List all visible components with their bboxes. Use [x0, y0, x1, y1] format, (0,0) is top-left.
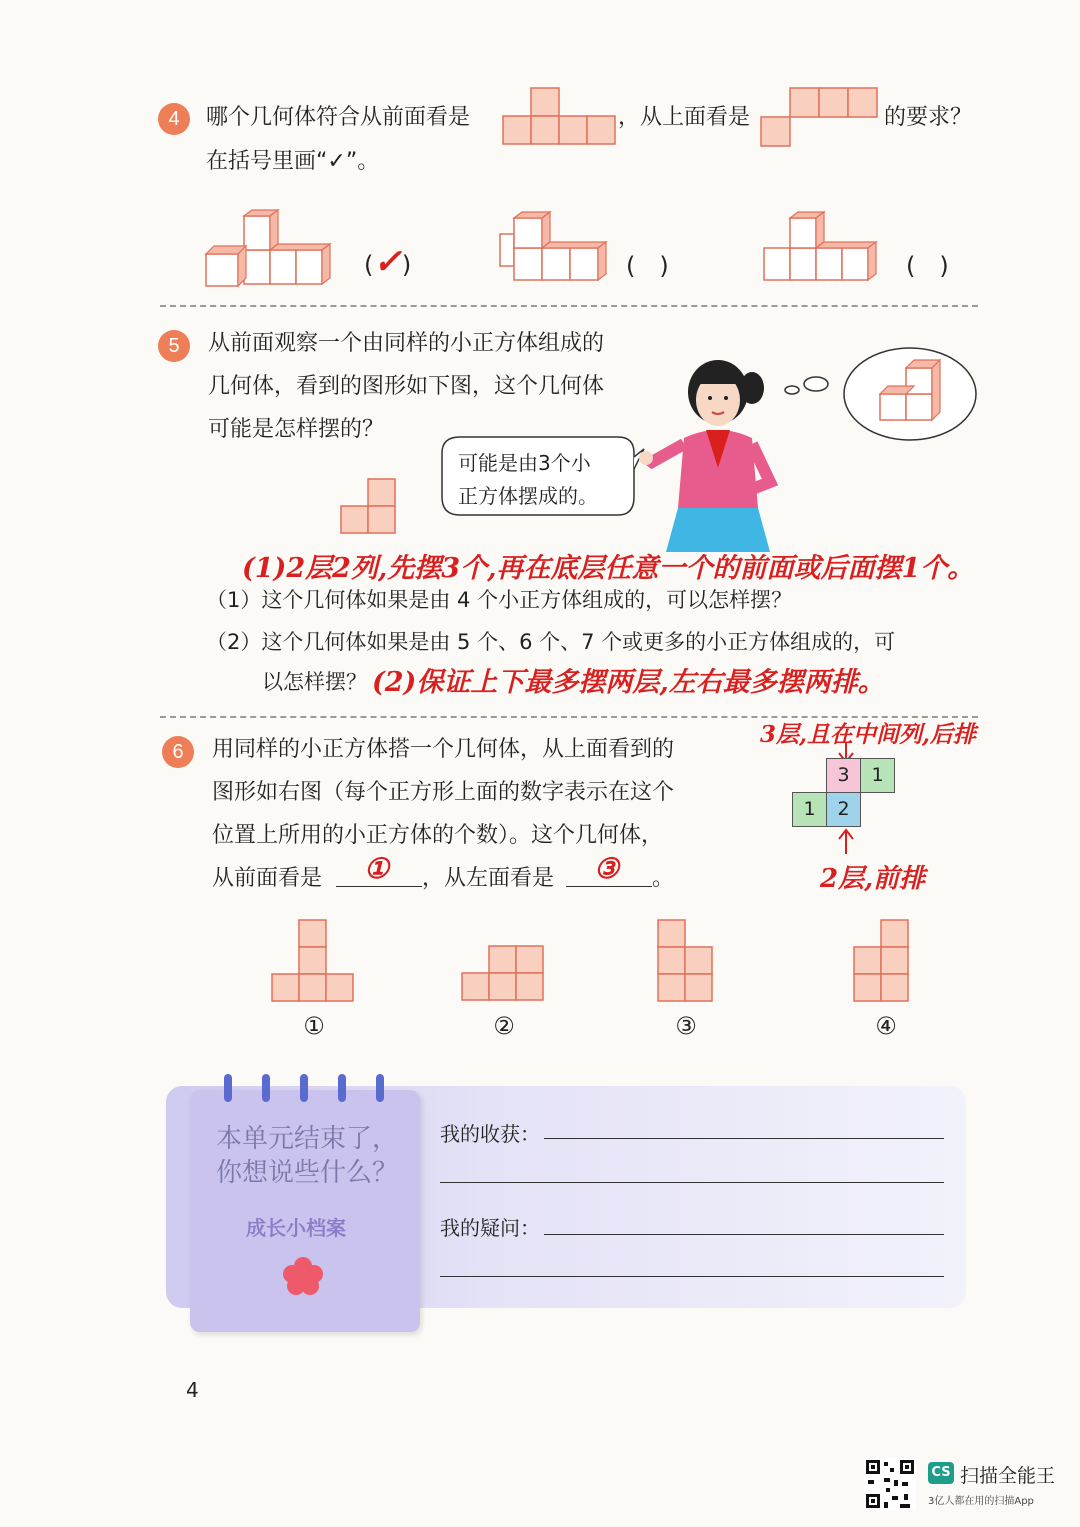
choice-3-paren[interactable]: ( ) — [906, 252, 949, 280]
question-5-line1: 从前面观察一个由同样的小正方体组成的 — [208, 331, 605, 356]
question-5-number: 5 — [158, 330, 190, 362]
notebook-rings — [218, 1072, 398, 1104]
flower-icon — [282, 1256, 324, 1296]
question-4-text-a: 哪个几何体符合从前面看是 — [206, 105, 471, 130]
brand-name: 扫描全能王 — [960, 1465, 1056, 1487]
answer-left-blank[interactable] — [566, 886, 652, 887]
thought-bubble — [776, 346, 976, 446]
question-4-instruction: 在括号里画“✓”。 — [206, 149, 380, 174]
handwritten-answer-1: (1)2层2列,先摆3个,再在底层任意一个的前面或后面摆1个。 — [242, 553, 975, 584]
choice-1-paren[interactable]: (✓) — [364, 242, 412, 282]
answer-front-blank[interactable] — [336, 886, 422, 887]
question-line-1[interactable] — [544, 1234, 944, 1235]
solid-option-1 — [204, 210, 334, 288]
question-5-line2: 几何体，看到的图形如下图，这个几何体 — [208, 374, 605, 399]
brand-tagline: 3亿人都在用的扫描App — [928, 1496, 1034, 1507]
answer-front-value: ① — [364, 852, 390, 885]
top-view-grid — [792, 758, 898, 826]
page-number: 4 — [186, 1378, 199, 1402]
question-label: 我的疑问： — [440, 1216, 540, 1240]
view-option-2 — [460, 944, 546, 1004]
question-6-line4-a: 从前面看是 — [212, 866, 323, 891]
note-bottom: 2层,前排 — [820, 864, 926, 894]
option-label-4: ④ — [875, 1012, 897, 1040]
handwritten-answer-2: (2)保证上下最多摆两层,左右最多摆两排。 — [372, 667, 885, 698]
harvest-line-2[interactable] — [440, 1182, 944, 1183]
question-5-sub2-b: 以怎样摆？ — [262, 670, 367, 694]
note-top: 3层,且在中间列,后排 — [760, 721, 977, 748]
question-6-line1: 用同样的小正方体搭一个几何体，从上面看到的 — [212, 737, 675, 762]
top-view-shape — [760, 86, 878, 148]
view-option-3 — [656, 918, 716, 1004]
question-5-line3: 可能是怎样摆的？ — [208, 417, 385, 442]
grid-cell: 2 — [826, 792, 861, 827]
check-mark: ✓ — [373, 242, 402, 282]
option-label-2: ② — [493, 1012, 515, 1040]
answer-left-value: ③ — [594, 852, 620, 885]
bubble-line1: 可能是由3个小 — [458, 451, 591, 475]
qr-code-icon — [864, 1458, 916, 1510]
grid-cell: 3 — [826, 758, 861, 793]
question-6-line3: 位置上所用的小正方体的个数）。这个几何体， — [212, 823, 664, 848]
front-view-shape — [502, 86, 618, 146]
bubble-line2: 正方体摆成的。 — [458, 484, 598, 508]
choice-2-paren[interactable]: ( ) — [626, 252, 669, 280]
question-6-line4-c: 。 — [652, 866, 675, 891]
view-option-4 — [852, 918, 912, 1004]
review-subtitle: 成长小档案 — [246, 1216, 346, 1240]
cs-logo-badge: CS — [928, 1462, 954, 1484]
question-4-text-c: 的要求？ — [884, 105, 973, 130]
divider-1 — [160, 305, 978, 307]
review-title-2: 你想说些什么？ — [216, 1158, 399, 1188]
review-title-1: 本单元结束了， — [216, 1124, 399, 1154]
option-label-1: ① — [303, 1012, 325, 1040]
solid-option-3 — [762, 212, 884, 282]
harvest-line-1[interactable] — [544, 1138, 944, 1139]
question-6-line4-b: ，从左面看是 — [422, 866, 555, 891]
question-line-2[interactable] — [440, 1276, 944, 1277]
harvest-label: 我的收获： — [440, 1122, 540, 1146]
option-label-3: ③ — [675, 1012, 697, 1040]
question-6-line2: 图形如右图（每个正方形上面的数字表示在这个 — [212, 780, 675, 805]
question-4-number: 4 — [158, 103, 190, 135]
grid-cell: 1 — [792, 792, 827, 827]
grid-cell: 1 — [860, 758, 895, 793]
solid-option-2 — [498, 212, 610, 282]
question-6-number: 6 — [162, 736, 194, 768]
view-option-1 — [270, 918, 356, 1004]
question-4-text-b: ，从上面看是 — [618, 105, 751, 130]
q5-front-view-shape — [340, 478, 398, 536]
question-5-sub2-a: （2）这个几何体如果是由 5 个、6 个、7 个或更多的小正方体组成的，可 — [206, 630, 896, 654]
question-5-sub1: （1）这个几何体如果是由 4 个小正方体组成的，可以怎样摆？ — [206, 588, 793, 612]
arrow-up — [836, 828, 856, 854]
